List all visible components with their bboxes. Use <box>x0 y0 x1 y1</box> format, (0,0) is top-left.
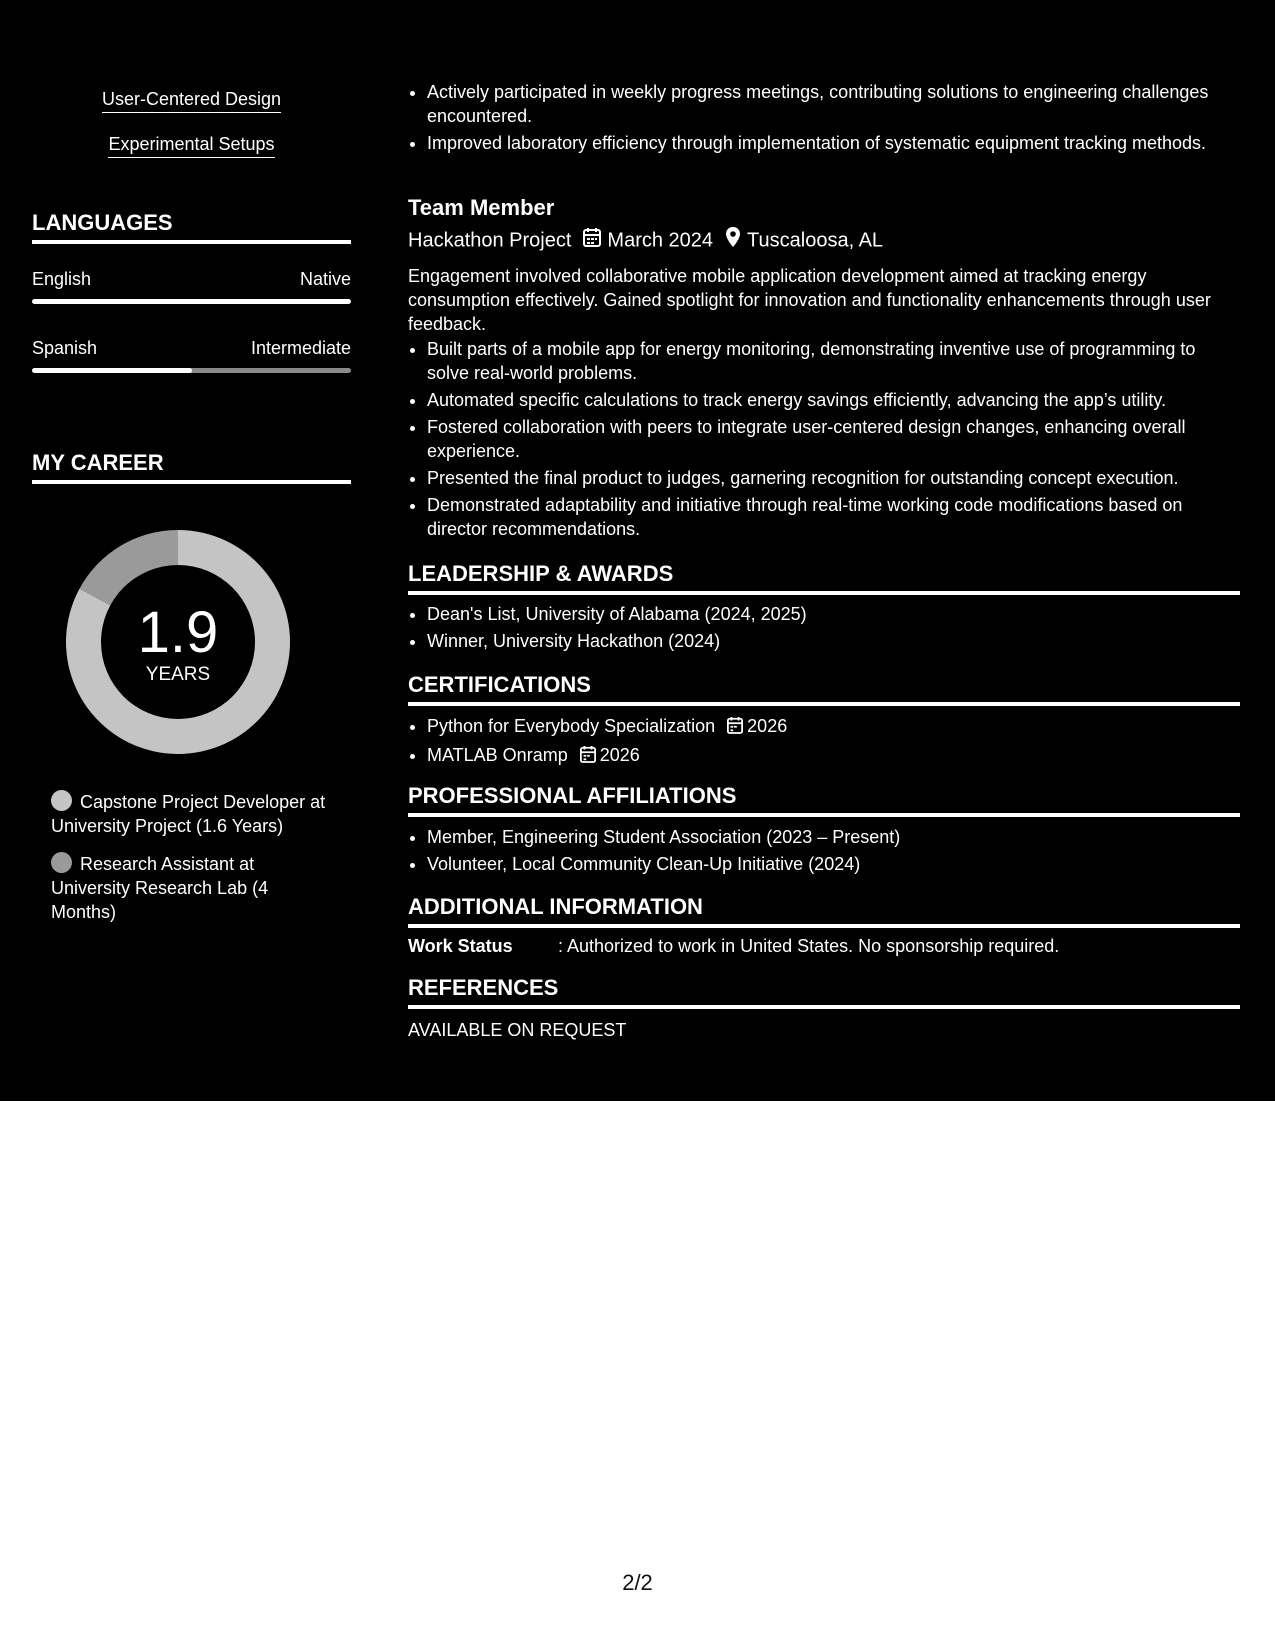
awards-heading: LEADERSHIP & AWARDS <box>408 561 1240 595</box>
job-entry <box>408 195 1240 544</box>
skill-tag: User-Centered Design <box>32 88 351 113</box>
certifications-list <box>408 714 1240 772</box>
calendar-icon <box>580 745 596 769</box>
language-proficiency-fill <box>32 299 351 304</box>
calendar-icon <box>727 716 743 740</box>
award-item: • Winner, University Hackathon (2024) <box>427 629 1240 653</box>
career-legend-item: Research Assistant at University Research Lab (4 Months) <box>51 854 269 922</box>
certifications-heading: CERTIFICATIONS <box>408 672 1240 706</box>
affiliations-heading: PROFESSIONAL AFFILIATIONS <box>408 783 1240 817</box>
job-organization: Hackathon Project <box>408 229 572 252</box>
references-text: AVAILABLE ON REQUEST <box>408 1020 627 1040</box>
career-donut-chart <box>66 530 290 754</box>
bullet-item: • Fostered collaboration with peers to integrate user-centered design changes, enhancing overall experience. <box>427 415 1240 463</box>
work-status-value: : Authorized to work in United States. No sponsorship required. <box>558 936 1060 956</box>
job-date: March 2024 <box>607 229 714 252</box>
languages-heading: LANGUAGES <box>32 210 351 244</box>
affiliation-item: • Member, Engineering Student Association (2023 – Present) <box>427 825 1240 849</box>
language-name: English <box>32 269 92 289</box>
affiliations-list <box>408 825 1240 879</box>
award-item: • Dean's List, University of Alabama (2024, 2025) <box>427 602 1240 626</box>
additional-info-heading: ADDITIONAL INFORMATION <box>408 894 1240 928</box>
awards-list <box>408 602 1240 656</box>
career-years-label: YEARS <box>145 664 211 685</box>
job-title: Team Member <box>408 195 555 220</box>
bullet-item: • Automated specific calculations to track energy savings efficiently, advancing the app’s utility. <box>427 388 1240 412</box>
language-level: Intermediate <box>250 338 351 358</box>
legend-dot <box>51 852 72 873</box>
bullet-item: • Improved laboratory efficiency through implementation of systematic equipment tracking methods. <box>427 131 1240 155</box>
skill-tag: Experimental Setups <box>32 133 351 158</box>
career-total-years: 1.9 <box>137 600 219 665</box>
career-legend-item: Capstone Project Developer at University Project (1.6 Years) <box>51 792 326 836</box>
work-status-row <box>408 934 1240 958</box>
language-proficiency-bar <box>32 299 351 304</box>
page-number: 2/2 <box>622 1570 653 1595</box>
certification-item: • MATLAB Onramp 2026 <box>427 743 1240 769</box>
bullet-item: • Demonstrated adaptability and initiative through real-time working code modifications based on director recommendations. <box>427 493 1240 541</box>
language-proficiency-bar <box>32 368 351 373</box>
career-heading: MY CAREER <box>32 450 351 484</box>
legend-dot <box>51 790 72 811</box>
job-summary: Engagement involved collaborative mobile application development aimed at tracking energy consumption effectively. Gained spotlight for innovation and functionality enhancements through user feedback. <box>408 266 1211 334</box>
language-name: Spanish <box>32 338 98 358</box>
location-pin-icon <box>725 226 741 255</box>
references-heading: REFERENCES <box>408 975 1240 1009</box>
affiliation-item: • Volunteer, Local Community Clean-Up Initiative (2024) <box>427 852 1240 876</box>
language-proficiency-fill <box>32 368 192 373</box>
work-status-label: Work Status <box>408 936 513 956</box>
bullet-item: • Presented the final product to judges, garnering recognition for outstanding concept execution. <box>427 466 1240 490</box>
bullet-item: • Built parts of a mobile app for energy monitoring, demonstrating inventive use of programming to solve real-world problems. <box>427 337 1240 385</box>
job-location: Tuscaloosa, AL <box>747 229 884 252</box>
certification-item: • Python for Everybody Specialization 2026 <box>427 714 1240 740</box>
bullet-item: • Actively participated in weekly progress meetings, contributing solutions to engineering challenges encountered. <box>427 80 1240 128</box>
previous-job-bullets <box>408 80 1240 158</box>
calendar-icon <box>583 227 601 254</box>
language-level: Native <box>299 269 351 289</box>
job-meta <box>408 226 1240 255</box>
